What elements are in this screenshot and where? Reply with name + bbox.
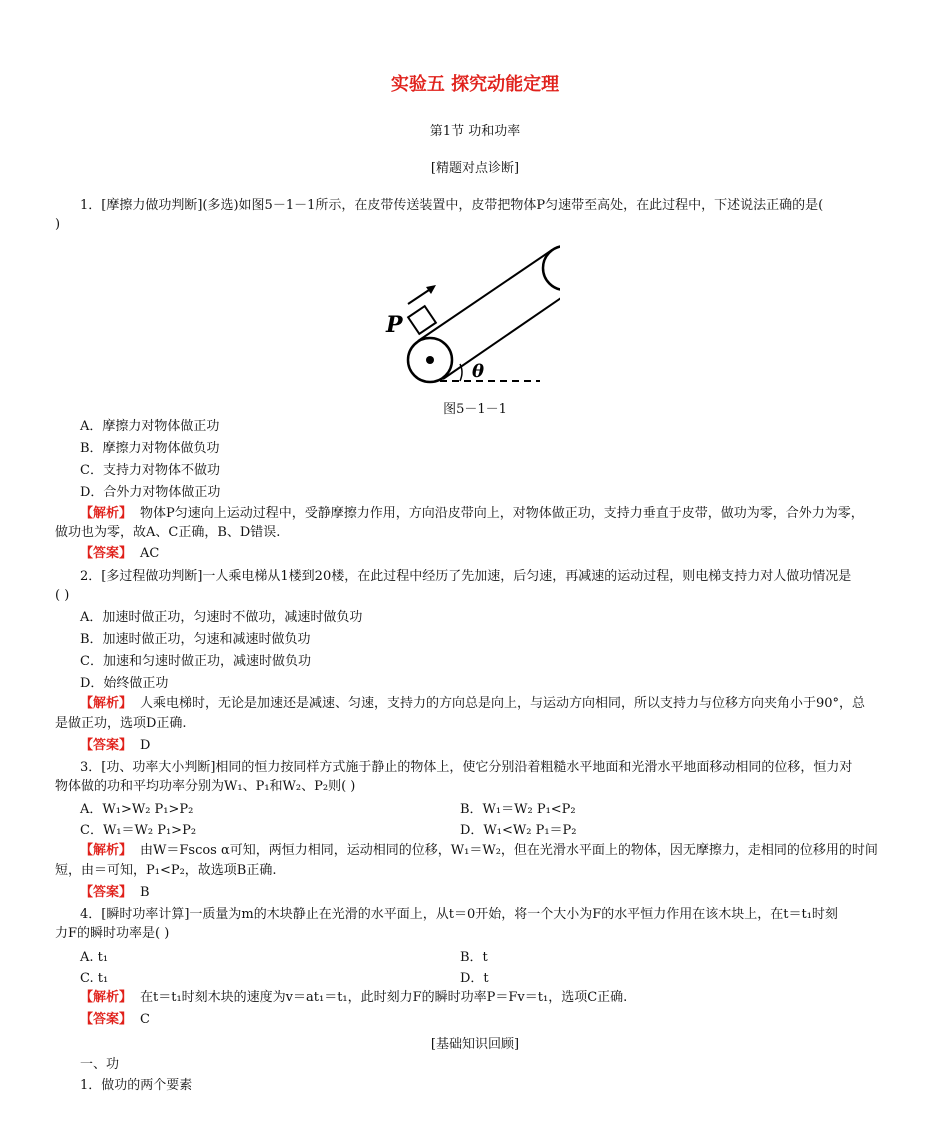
subsection-heading: [精题对点诊断] [430,161,520,176]
q1-option-a: A．摩擦力对物体做正功 [80,419,220,434]
motion-arrow-shaft [408,288,432,304]
q2-analysis-cont: 是做正功，选项D正确. [55,716,187,731]
q1-option-b: B．摩擦力对物体做负功 [80,441,220,456]
q4-option-b: B．t [460,950,488,965]
q4-option-a: A. t₁ [80,950,109,965]
question-2-text: 2．[多过程做功判断]一人乘电梯从1楼到20楼，在此过程中经历了先加速，后匀速，再减速的运动过程，则电梯支持力对人做功情况是 [80,569,852,584]
belt-top [418,250,552,341]
q3-analysis-text: 由W＝Fscos α可知，两恒力相同，运动相同的位移，W₁＝W₂，但在光滑水平面上的物体，因无摩擦力，走相同的位移用的时间 [140,843,878,858]
q2-option-a: A．加速时做正功，匀速时不做功，减速时做负功 [80,610,363,625]
answer-tag: 【答案】 [80,885,133,900]
q4-answer-value: C [140,1012,150,1027]
q2-answer [80,736,900,756]
question-1-paren: ) [55,217,61,232]
heading-work-elements: 1．做功的两个要素 [80,1078,193,1093]
figure-caption: 图5－1－1 [443,402,507,417]
heading-work: 一、功 [80,1057,120,1072]
motion-arrow-head [426,285,436,294]
q2-analysis [80,694,900,714]
analysis-tag: 【解析】 [80,990,133,1005]
q3-option-b: B．W₁＝W₂ P₁<P₂ [460,802,576,817]
q4-analysis-text: 在t＝t₁时刻木块的速度为v＝at₁＝t₁，此时刻力F的瞬时功率P＝Fv＝t₁，选项C正确. [140,990,628,1005]
lower-pulley-center [426,356,434,364]
q2-answer-value: D [140,738,151,753]
q3-option-d: D．W₁<W₂ P₁＝P₂ [460,823,577,838]
q3-answer [80,883,900,903]
q2-option-d: D．始终做正功 [80,676,169,691]
question-1-text: 1．[摩擦力做功判断](多选)如图5－1－1所示，在皮带传送装置中，皮带把物体P匀速带至高处，在此过程中，下述说法正确的是( [80,198,824,213]
conveyor-belt-figure [380,240,560,390]
label-p: P [386,312,403,338]
q3-analysis [80,841,900,861]
q4-answer [80,1010,900,1030]
question-3-cont: 物体做的功和平均功率分别为W₁、P₁和W₂、P₂则( ) [55,779,356,794]
page-title: 实验五 探究动能定理 [390,74,560,95]
q4-option-c: C. t₁ [80,971,109,986]
q3-option-a: A．W₁>W₂ P₁>P₂ [80,802,194,817]
q1-analysis-text: 物体P匀速向上运动过程中，受静摩擦力作用，方向沿皮带向上，对物体做正功，支持力垂直于皮带，做功为零，合外力为零， [140,506,864,521]
q2-option-b: B．加速时做正功，匀速和减速时做负功 [80,632,311,647]
q4-option-d: D．t [460,971,489,986]
section-heading: 第1节 功和功率 [429,124,521,139]
q1-option-d: D．合外力对物体做正功 [80,485,221,500]
analysis-tag: 【解析】 [80,506,133,521]
analysis-tag: 【解析】 [80,843,133,858]
q1-answer [80,544,900,564]
q1-analysis-cont: 做功也为零，故A、C正确，B、D错误. [55,525,281,540]
analysis-tag: 【解析】 [80,696,133,711]
q4-analysis [80,988,900,1008]
q4-option-row-2 [80,969,900,989]
q1-analysis [80,504,900,524]
q2-option-c: C．加速和匀速时做正功，减速时做负功 [80,654,311,669]
label-theta: θ [472,361,485,382]
subsection-heading-2: [基础知识回顾] [430,1037,520,1052]
q1-option-c: C．支持力对物体不做功 [80,463,220,478]
q3-answer-value: B [140,885,150,900]
q1-answer-value: AC [140,546,160,561]
q3-option-row-1 [80,800,900,820]
answer-tag: 【答案】 [80,1012,133,1027]
answer-tag: 【答案】 [80,546,133,561]
question-2-paren: ( ) [55,588,70,603]
angle-arc [460,364,462,381]
q3-option-row-2 [80,821,900,841]
q3-option-c: C．W₁＝W₂ P₁>P₂ [80,823,197,838]
q3-analysis-cont: 短，由＝可知，P₁<P₂，故选项B正确. [55,863,277,878]
question-3-text: 3．[功、功率大小判断]相同的恒力按同样方式施于静止的物体上，使它分别沿着粗糙水平地面和光滑水平地面移动相同的位移，恒力对 [80,760,853,775]
question-4-text: 4．[瞬时功率计算]一质量为m的木块静止在光滑的水平面上，从t＝0开始，将一个大小为F的水平恒力作用在该木块上，在t＝t₁时刻 [80,907,838,922]
question-4-cont: 力F的瞬时功率是( ) [55,926,170,941]
q4-option-row-1 [80,948,900,968]
object-p-block [408,306,436,334]
answer-tag: 【答案】 [80,738,133,753]
upper-pulley [543,246,560,290]
q2-analysis-text: 人乘电梯时，无论是加速还是减速、匀速，支持力的方向总是向上，与运动方向相同，所以支持力与位移方向夹角小于90°，总 [140,696,866,711]
